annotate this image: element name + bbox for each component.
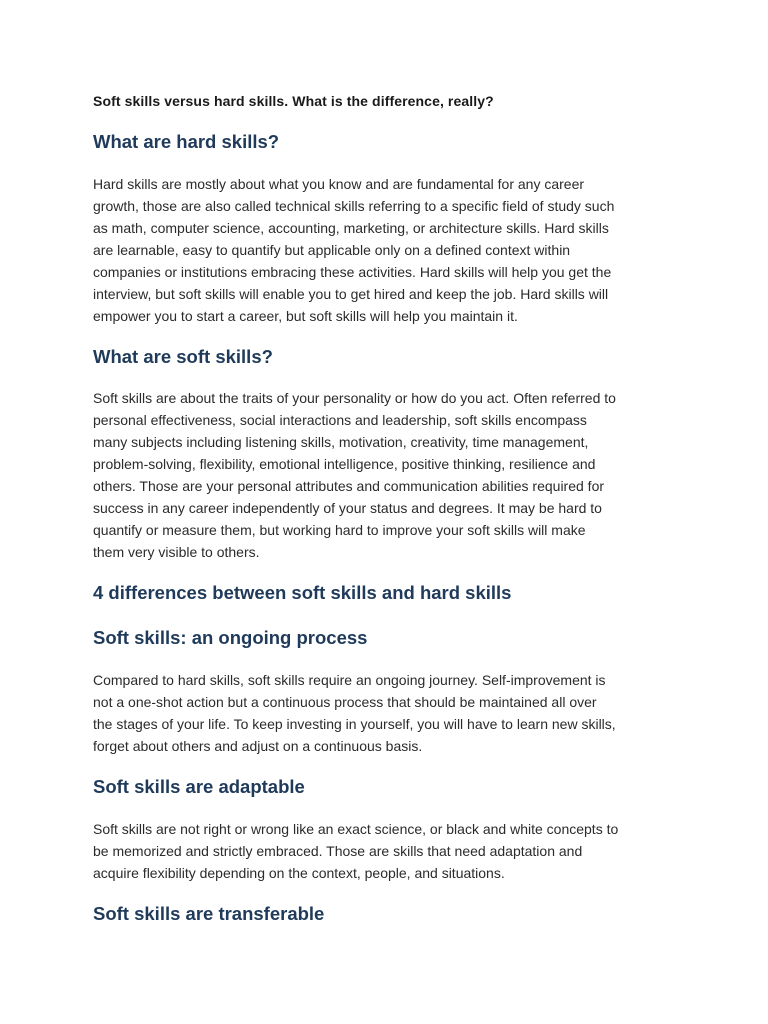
text-line: Soft skills are about the traits of your personality or how do you act. Often referred to bbox=[93, 390, 616, 406]
heading-ongoing-process: Soft skills: an ongoing process bbox=[93, 627, 368, 648]
text-line: forget about others and adjust on a continuous basis. bbox=[93, 738, 423, 754]
paragraph-hard-skills bbox=[93, 173, 683, 327]
text-line: acquire flexibility depending on the context, people, and situations. bbox=[93, 865, 505, 881]
heading-what-are-hard-skills: What are hard skills? bbox=[93, 131, 280, 152]
paragraph-soft-skills bbox=[93, 387, 683, 563]
heading-transferable: Soft skills are transferable bbox=[93, 903, 325, 924]
paragraph-adaptable bbox=[93, 818, 683, 884]
heading-adaptable: Soft skills are adaptable bbox=[93, 776, 305, 797]
paragraph-ongoing-process bbox=[93, 669, 683, 757]
text-line: not a one-shot action but a continuous process that should be maintained all over bbox=[93, 694, 597, 710]
text-line: as math, computer science, accounting, marketing, or architecture skills. Hard skills bbox=[93, 220, 609, 236]
heading-4-differences: 4 differences between soft skills and hard skills bbox=[93, 582, 512, 603]
text-line: companies or institutions embracing these activities. Hard skills will help you get the bbox=[93, 264, 612, 280]
text-line: many subjects including listening skills, motivation, creativity, time management, bbox=[93, 434, 589, 450]
text-line: success in any career independently of your status and degrees. It may be hard to bbox=[93, 500, 602, 516]
heading-what-are-soft-skills: What are soft skills? bbox=[93, 346, 273, 367]
text-line: Compared to hard skills, soft skills require an ongoing journey. Self-improvement is bbox=[93, 672, 606, 688]
text-line: them very visible to others. bbox=[93, 544, 260, 560]
text-line: Hard skills are mostly about what you know and are fundamental for any career bbox=[93, 176, 585, 192]
text-line: the stages of your life. To keep investing in yourself, you will have to learn new skills, bbox=[93, 716, 616, 732]
text-line: interview, but soft skills will enable you to get hired and keep the job. Hard skills will bbox=[93, 286, 609, 302]
document-title: Soft skills versus hard skills. What is the difference, really? bbox=[93, 93, 494, 109]
text-line: Soft skills are not right or wrong like an exact science, or black and white concepts to bbox=[93, 821, 619, 837]
text-line: are learnable, easy to quantify but applicable only on a defined context within bbox=[93, 242, 571, 258]
text-line: others. Those are your personal attributes and communication abilities required for bbox=[93, 478, 605, 494]
text-line: personal effectiveness, social interactions and leadership, soft skills encompass bbox=[93, 412, 587, 428]
text-line: be memorized and strictly embraced. Those are skills that need adaptation and bbox=[93, 843, 583, 859]
text-line: growth, those are also called technical skills referring to a specific field of study such bbox=[93, 198, 615, 214]
text-line: empower you to start a career, but soft skills will help you maintain it. bbox=[93, 308, 518, 324]
text-line: quantify or measure them, but working hard to improve your soft skills will make bbox=[93, 522, 586, 538]
text-line: problem-solving, flexibility, emotional intelligence, positive thinking, resilience and bbox=[93, 456, 596, 472]
